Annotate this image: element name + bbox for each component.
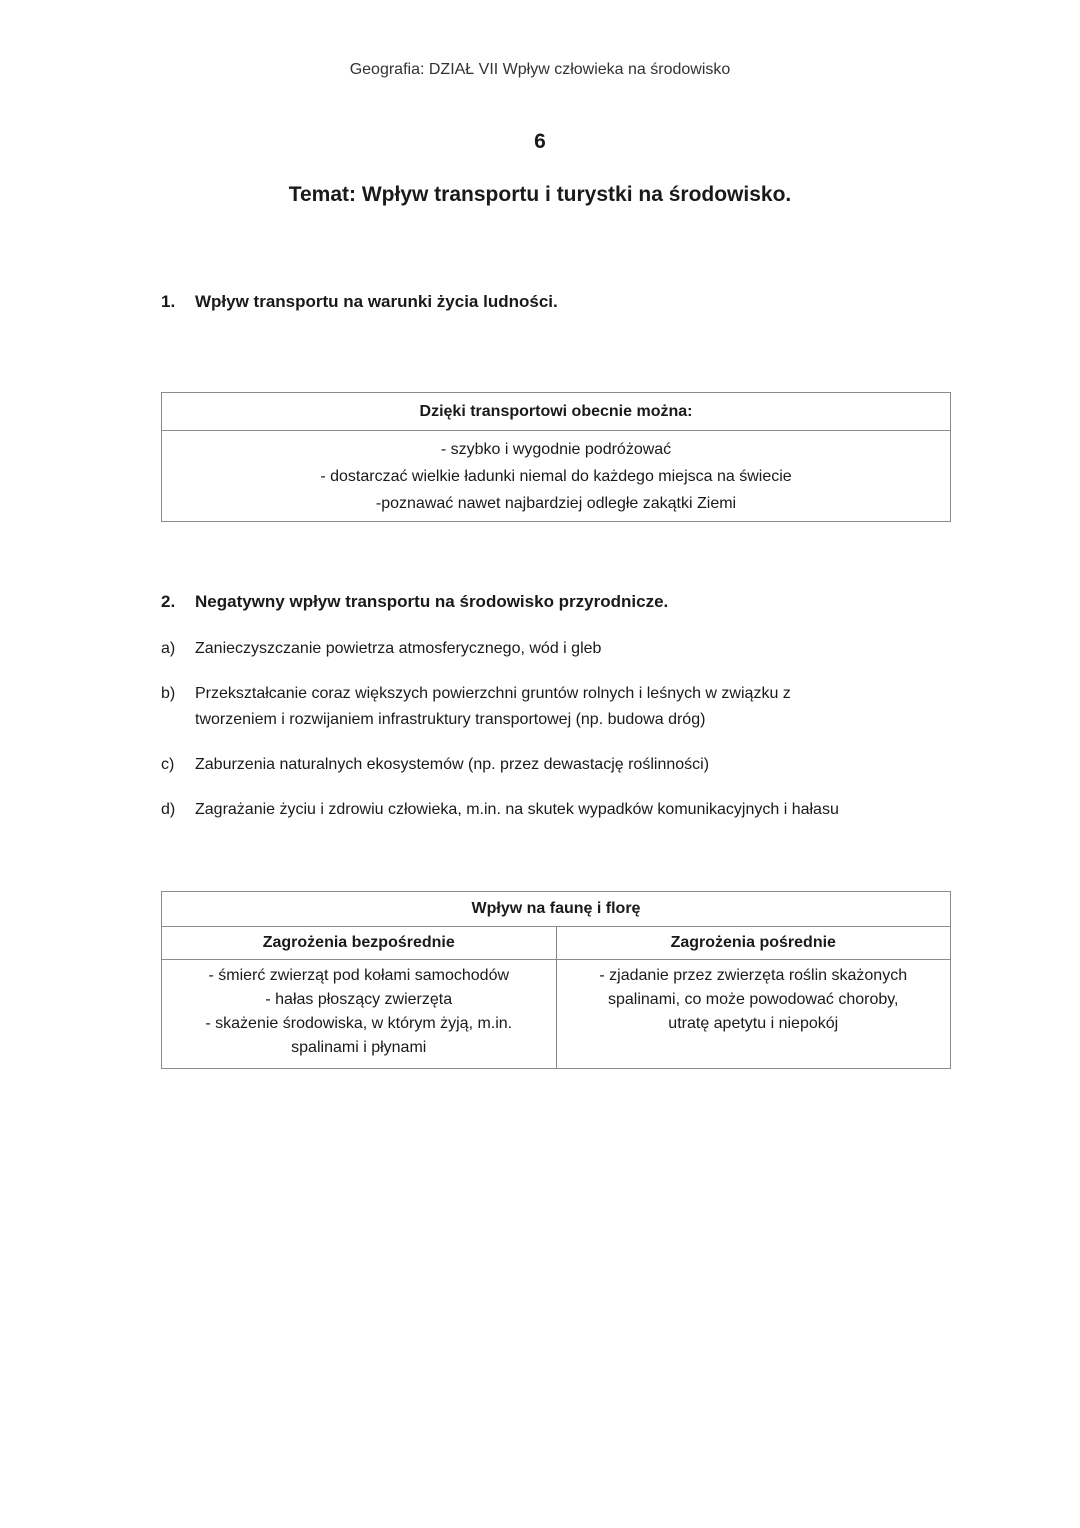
benefit-line: -poznawać nawet najbardziej odległe zakątki Ziemi bbox=[375, 494, 737, 512]
section-2-heading-text: Negatywny wpływ transportu na środowisko przyrodnicze. bbox=[195, 592, 669, 611]
transport-benefits-body bbox=[162, 431, 951, 522]
section-2-heading bbox=[161, 592, 668, 612]
fauna-flora-title: Wpływ na faunę i florę bbox=[162, 892, 951, 927]
list-item-text: Zaburzenia naturalnych ekosystemów (np. przez dewastację roślinności) bbox=[195, 756, 710, 773]
list-item-text: Przekształcanie coraz większych powierzchni gruntów rolnych i leśnych w związku z tworzeniem i rozwijaniem infrastruktury transportowej (np. budowa dróg) bbox=[195, 685, 791, 728]
threat-line: utratę apetytu i niepokój bbox=[668, 1015, 839, 1032]
fauna-flora-table bbox=[161, 891, 951, 1069]
list-marker: c) bbox=[161, 756, 175, 773]
list-item bbox=[161, 797, 951, 823]
threat-line: - hałas płoszący zwierzęta bbox=[265, 991, 453, 1008]
threat-line: spalinami i płynami bbox=[291, 1039, 427, 1056]
section-1-heading-text: Wpływ transportu na warunki życia ludności. bbox=[195, 292, 558, 311]
list-item bbox=[161, 636, 951, 662]
list-marker: d) bbox=[161, 801, 176, 818]
section-2-number: 2. bbox=[161, 592, 176, 611]
benefit-line: - szybko i wygodnie podróżować bbox=[440, 440, 672, 458]
direct-threats-header: Zagrożenia bezpośrednie bbox=[162, 927, 557, 960]
list-item-text: Zagrażanie życiu i zdrowiu człowieka, m.in. na skutek wypadków komunikacyjnych i hałasu bbox=[195, 801, 839, 818]
benefit-line: - dostarczać wielkie ładunki niemal do każdego miejsca na świecie bbox=[320, 467, 792, 485]
section-1-number: 1. bbox=[161, 292, 176, 311]
indirect-threats-header: Zagrożenia pośrednie bbox=[556, 927, 951, 960]
threat-line: - skażenie środowiska, w którym żyją, m.in. bbox=[205, 1015, 513, 1032]
transport-benefits-table bbox=[161, 392, 951, 522]
threat-line: spalinami, co może powodować choroby, bbox=[607, 991, 899, 1008]
transport-benefits-header: Dzięki transportowi obecnie można: bbox=[162, 393, 951, 431]
list-marker: b) bbox=[161, 685, 176, 702]
threat-line: - zjadanie przez zwierzęta roślin skażonych bbox=[599, 967, 908, 984]
page-title: Temat: Wpływ transportu i turystki na środowisko. bbox=[288, 183, 792, 206]
direct-threats-cell bbox=[162, 960, 557, 1069]
section-1-heading bbox=[161, 292, 558, 312]
list-item-text: Zanieczyszczanie powietrza atmosferycznego, wód i gleb bbox=[195, 640, 602, 657]
page-header: Geografia: DZIAŁ VII Wpływ człowieka na środowisko bbox=[349, 61, 731, 78]
list-item bbox=[161, 681, 951, 733]
threat-line: - śmierć zwierząt pod kołami samochodów bbox=[208, 967, 510, 984]
list-marker: a) bbox=[161, 640, 176, 657]
indirect-threats-cell bbox=[556, 960, 951, 1069]
list-item bbox=[161, 752, 951, 778]
page-number: 6 bbox=[534, 130, 546, 153]
